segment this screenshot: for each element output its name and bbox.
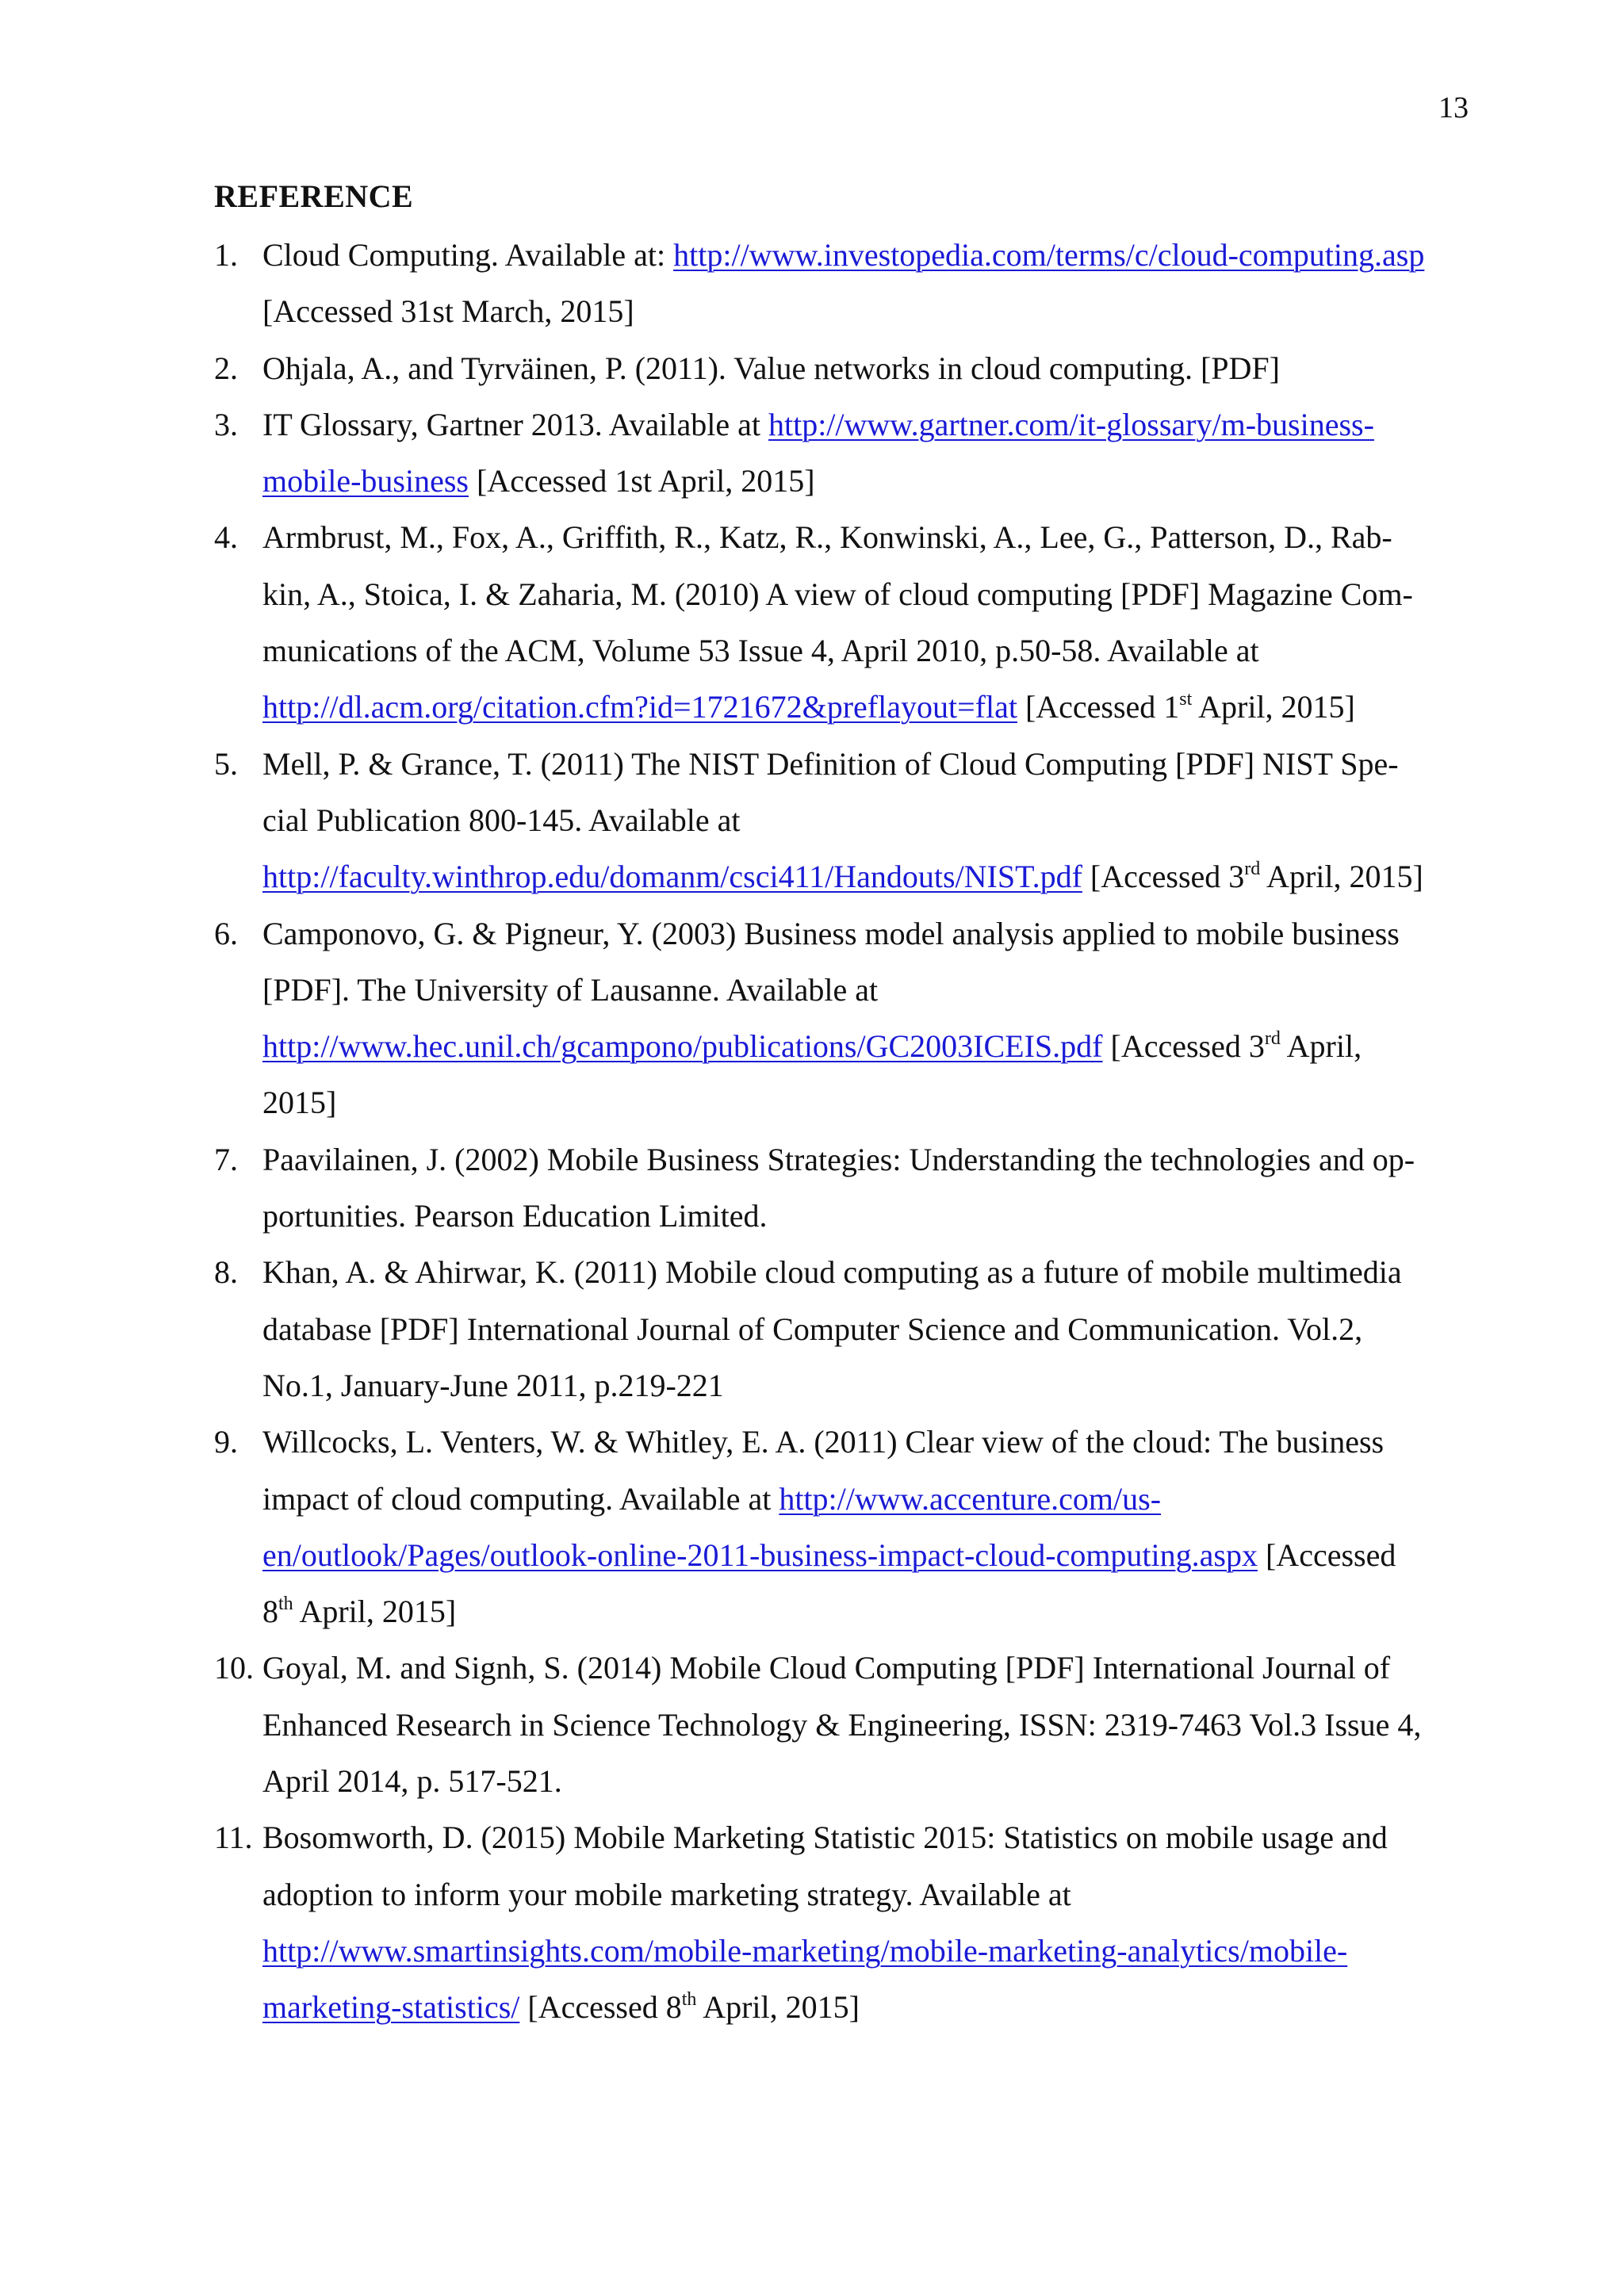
reference-line <box>262 1244 1469 1300</box>
reference-text-segment: No.1, January-June 2011, p.219-221 <box>262 1367 724 1403</box>
reference-number: 11. <box>214 1820 253 1856</box>
reference-line <box>262 848 1469 905</box>
reference-line <box>262 453 1469 509</box>
reference-link[interactable]: http://www.accenture.com/us- <box>779 1480 1162 1517</box>
reference-text-segment: cial Publication 800-145. Available at <box>262 802 741 838</box>
reference-text-segment: Mell, P. & Grance, T. (2011) The NIST Definition of Cloud Computing [PDF] NIST Spe- <box>262 745 1399 782</box>
reference-link[interactable]: http://www.hec.unil.ch/gcampono/publications/GC2003ICEIS.pdf <box>262 1028 1103 1065</box>
reference-line <box>262 1074 1469 1131</box>
reference-text-segment: Ohjala, A., and Tyrväinen, P. (2011). Value networks in cloud computing. [PDF] <box>262 350 1280 386</box>
reference-text-segment: database [PDF] International Journal of Computer Science and Communication. Vol.2, <box>262 1311 1363 1347</box>
reference-line <box>262 396 1469 453</box>
reference-line <box>262 622 1469 679</box>
reference-item <box>214 227 1469 340</box>
reference-link[interactable]: mobile-business <box>262 463 469 499</box>
reference-text <box>262 1809 1469 2035</box>
reference-item <box>214 1809 1469 2035</box>
reference-text-segment: [Accessed <box>1257 1536 1396 1573</box>
reference-text-segment: 2015] <box>262 1085 337 1121</box>
reference-link[interactable]: en/outlook/Pages/outlook-online-2011-business-impact-cloud-computing.aspx <box>262 1536 1258 1573</box>
reference-text-segment: April, 2015] <box>1260 859 1423 895</box>
reference-text-segment: [Accessed 1 <box>1017 689 1180 725</box>
reference-number: 1. <box>214 237 238 273</box>
reference-text <box>262 905 1469 1131</box>
reference-text <box>262 1640 1469 1809</box>
reference-text <box>262 509 1469 735</box>
reference-text-segment: April 2014, p. 517-521. <box>262 1763 562 1800</box>
reference-line <box>262 1923 1469 1979</box>
reference-line <box>262 566 1469 622</box>
reference-line <box>262 1640 1469 1696</box>
reference-text-segment: April, 2015] <box>293 1594 457 1630</box>
reference-text <box>262 1244 1469 1414</box>
reference-line <box>262 792 1469 848</box>
reference-link[interactable]: marketing-statistics/ <box>262 1989 520 2026</box>
reference-line <box>262 1471 1469 1527</box>
reference-number: 2. <box>214 350 238 386</box>
ordinal-superscript: th <box>278 1594 293 1615</box>
reference-text-segment: [Accessed 3 <box>1082 859 1245 895</box>
reference-item <box>214 509 1469 735</box>
reference-line <box>262 962 1469 1018</box>
reference-line <box>262 1753 1469 1809</box>
reference-text <box>262 1131 1469 1245</box>
reference-text-segment: Bosomworth, D. (2015) Mobile Marketing Statistic 2015: Statistics on mobile usage and <box>262 1820 1388 1856</box>
reference-text-segment: 8 <box>262 1594 278 1630</box>
reference-text <box>262 736 1469 905</box>
reference-line <box>262 283 1469 339</box>
reference-text-segment: [PDF]. The University of Lausanne. Available at <box>262 971 879 1008</box>
reference-text-segment: April, 2015] <box>1192 689 1355 725</box>
reference-text-segment: Khan, A. & Ahirwar, K. (2011) Mobile cloud computing as a future of mobile multimedia <box>262 1254 1402 1291</box>
reference-line <box>262 905 1469 962</box>
reference-number: 5. <box>214 745 238 782</box>
ordinal-superscript: rd <box>1264 1028 1281 1050</box>
reference-item <box>214 736 1469 905</box>
reference-line <box>262 736 1469 792</box>
reference-text-segment: [Accessed 3 <box>1102 1028 1265 1065</box>
reference-line <box>262 1414 1469 1470</box>
reference-text-segment: April, <box>1280 1028 1362 1065</box>
reference-text-segment: munications of the ACM, Volume 53 Issue 4, April 2010, p.50-58. Available at <box>262 633 1259 669</box>
reference-line <box>262 1979 1469 2035</box>
reference-text <box>262 1414 1469 1640</box>
ordinal-superscript: rd <box>1244 859 1261 880</box>
reference-text-segment: kin, A., Stoica, I. & Zaharia, M. (2010) A view of cloud computing [PDF] Magazine Com- <box>262 576 1413 612</box>
reference-link[interactable]: http://faculty.winthrop.edu/domanm/csci411/Handouts/NIST.pdf <box>262 859 1082 895</box>
reference-text-segment: Camponovo, G. & Pigneur, Y. (2003) Business model analysis applied to mobile business <box>262 915 1400 951</box>
reference-line <box>262 227 1469 283</box>
reference-line <box>262 1809 1469 1866</box>
reference-text-segment: Goyal, M. and Signh, S. (2014) Mobile Cloud Computing [PDF] International Journal of <box>262 1650 1391 1686</box>
reference-text <box>262 227 1469 340</box>
reference-number: 10. <box>214 1650 254 1686</box>
reference-line <box>262 1188 1469 1244</box>
reference-item <box>214 1414 1469 1640</box>
page-number: 13 <box>1438 91 1469 124</box>
reference-number: 7. <box>214 1141 238 1177</box>
reference-text-segment: Armbrust, M., Fox, A., Griffith, R., Katz, R., Konwinski, A., Lee, G., Patterson, D., Rab- <box>262 519 1392 556</box>
reference-item <box>214 905 1469 1131</box>
reference-item <box>214 1640 1469 1809</box>
reference-text-segment: April, 2015] <box>696 1989 860 2026</box>
reference-text-segment: [Accessed 31st March, 2015] <box>262 293 634 330</box>
reference-list <box>214 227 1469 2036</box>
reference-text-segment: Paavilainen, J. (2002) Mobile Business Strategies: Understanding the technologies and op- <box>262 1141 1415 1177</box>
reference-line <box>262 509 1469 565</box>
reference-line <box>262 1357 1469 1414</box>
reference-item <box>214 396 1469 510</box>
reference-line <box>262 340 1469 396</box>
reference-line <box>262 1131 1469 1188</box>
reference-text <box>262 340 1469 396</box>
reference-link[interactable]: http://dl.acm.org/citation.cfm?id=1721672&preflayout=flat <box>262 689 1017 725</box>
reference-text-segment: [Accessed 1st April, 2015] <box>468 463 815 499</box>
ordinal-superscript: th <box>681 1989 697 2011</box>
reference-item <box>214 1131 1469 1245</box>
reference-line <box>262 1301 1469 1357</box>
reference-number: 9. <box>214 1424 238 1460</box>
reference-link[interactable]: http://www.smartinsights.com/mobile-marketing/mobile-marketing-analytics/mobile- <box>262 1932 1348 1969</box>
reference-line <box>262 1527 1469 1583</box>
reference-number: 6. <box>214 915 238 951</box>
reference-text-segment: portunities. Pearson Education Limited. <box>262 1198 768 1234</box>
reference-line <box>262 1018 1469 1074</box>
reference-number: 4. <box>214 519 238 556</box>
reference-text-segment: Willcocks, L. Venters, W. & Whitley, E. A. (2011) Clear view of the cloud: The business <box>262 1424 1385 1460</box>
reference-text-segment: IT Glossary, Gartner 2013. Available at <box>262 406 768 442</box>
reference-text-segment: adoption to inform your mobile marketing strategy. Available at <box>262 1876 1071 1912</box>
reference-line <box>262 679 1469 735</box>
reference-item <box>214 340 1469 396</box>
reference-line <box>262 1697 1469 1753</box>
reference-text-segment: impact of cloud computing. Available at <box>262 1480 779 1517</box>
reference-text-segment: Enhanced Research in Science Technology & Engineering, ISSN: 2319-7463 Vol.3 Issue 4, <box>262 1706 1422 1743</box>
reference-number: 8. <box>214 1254 238 1291</box>
reference-text <box>262 396 1469 510</box>
reference-item <box>214 1244 1469 1414</box>
reference-line <box>262 1866 1469 1923</box>
reference-link[interactable]: http://www.gartner.com/it-glossary/m-business- <box>768 406 1374 442</box>
reference-link[interactable]: http://www.investopedia.com/terms/c/cloud-computing.asp <box>673 237 1425 273</box>
reference-number: 3. <box>214 406 238 442</box>
reference-line <box>262 1583 1469 1640</box>
section-heading: REFERENCE <box>214 178 414 214</box>
reference-text-segment: [Accessed 8 <box>519 1989 682 2026</box>
ordinal-superscript: st <box>1179 689 1193 710</box>
reference-text-segment: Cloud Computing. Available at: <box>262 237 674 273</box>
